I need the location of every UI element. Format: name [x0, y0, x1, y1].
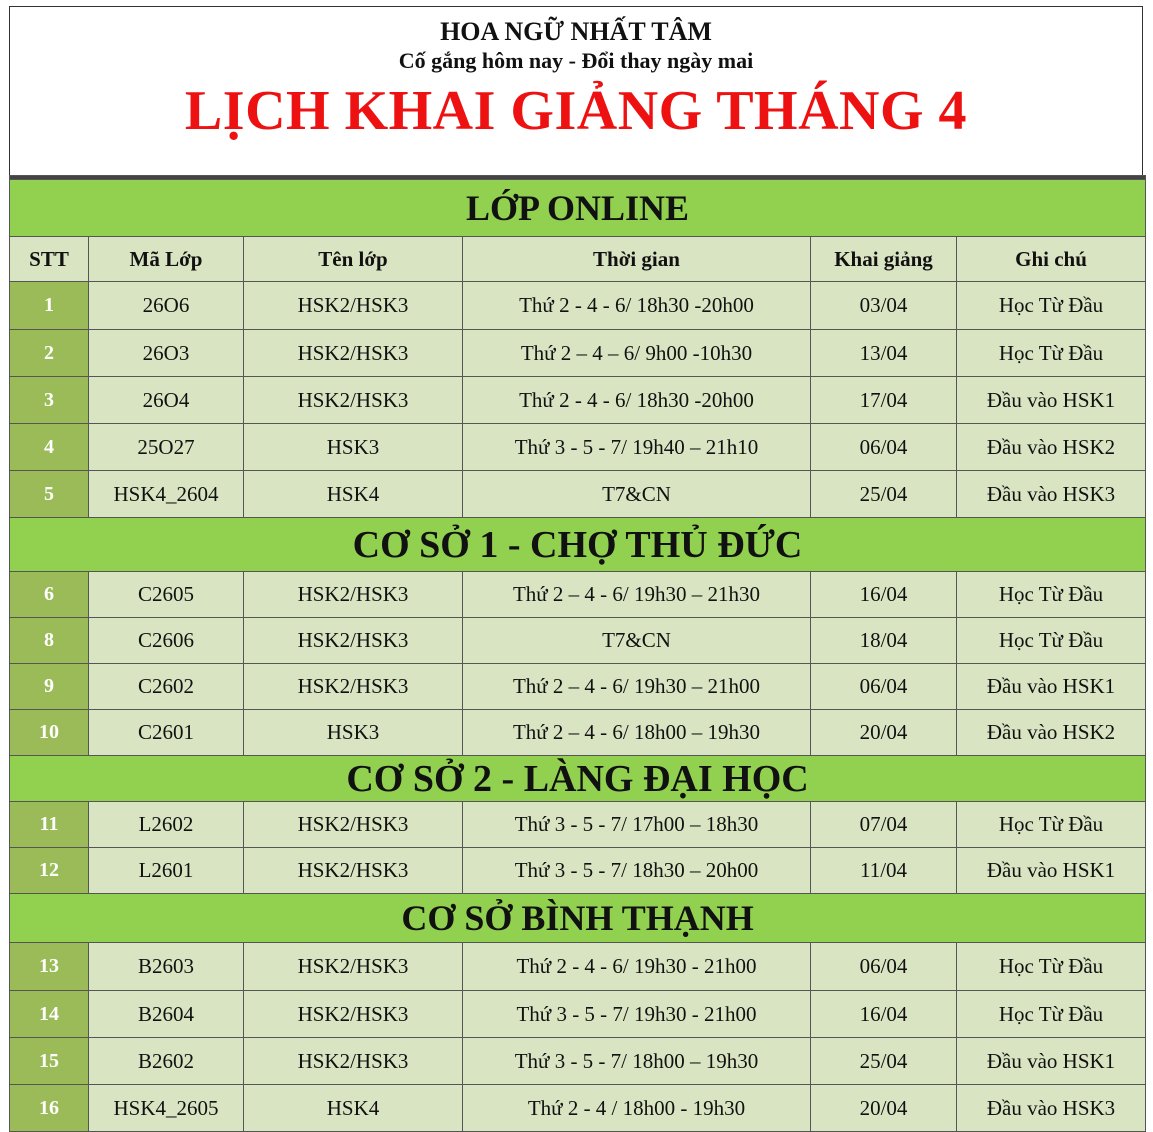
slogan: Cố gắng hôm nay - Đổi thay ngày mai: [398, 48, 754, 73]
time-cell: T7&CN: [463, 471, 811, 518]
time-cell: Thứ 2 - 4 - 6/ 18h30 -20h00: [463, 377, 811, 424]
start-date-cell: 16/04: [811, 572, 957, 618]
class-code-cell: HSK4_2605: [89, 1085, 244, 1132]
class-code-cell: C2605: [89, 572, 244, 618]
table-row: [10, 377, 1146, 424]
stt-cell: 8: [10, 618, 89, 664]
table-row: [10, 471, 1146, 518]
stt-cell: 4: [10, 424, 89, 471]
table-row: [10, 330, 1146, 377]
time-cell: Thứ 2 - 4 - 6/ 19h30 - 21h00: [463, 943, 811, 991]
time-cell: Thứ 3 - 5 - 7/ 19h40 – 21h10: [463, 424, 811, 471]
class-code-cell: 26O6: [89, 282, 244, 330]
table-row: [10, 424, 1146, 471]
header-stt: STT: [10, 237, 89, 282]
start-date-cell: 13/04: [811, 330, 957, 377]
note-cell: Đầu vào HSK1: [957, 664, 1146, 710]
note-cell: Học Từ Đầu: [957, 330, 1146, 377]
time-cell: Thứ 2 – 4 - 6/ 19h30 – 21h30: [463, 572, 811, 618]
document-header: [9, 6, 1143, 175]
start-date-cell: 25/04: [811, 1038, 957, 1085]
time-cell: Thứ 3 - 5 - 7/ 19h30 - 21h00: [463, 991, 811, 1038]
class-name-cell: HSK3: [244, 710, 463, 756]
time-cell: Thứ 2 – 4 – 6/ 9h00 -10h30: [463, 330, 811, 377]
class-name-cell: HSK2/HSK3: [244, 282, 463, 330]
start-date-cell: 11/04: [811, 848, 957, 894]
class-name-cell: HSK2/HSK3: [244, 377, 463, 424]
stt-cell: 3: [10, 377, 89, 424]
stt-cell: 9: [10, 664, 89, 710]
class-name-cell: HSK2/HSK3: [244, 943, 463, 991]
class-name-cell: HSK2/HSK3: [244, 572, 463, 618]
start-date-cell: 16/04: [811, 991, 957, 1038]
time-cell: Thứ 3 - 5 - 7/ 17h00 – 18h30: [463, 802, 811, 848]
stt-cell: 2: [10, 330, 89, 377]
schedule-body: [10, 176, 1146, 1132]
note-cell: Học Từ Đầu: [957, 991, 1146, 1038]
class-code-cell: 26O4: [89, 377, 244, 424]
time-cell: Thứ 3 - 5 - 7/ 18h00 – 19h30: [463, 1038, 811, 1085]
stt-cell: 14: [10, 991, 89, 1038]
start-date-cell: 17/04: [811, 377, 957, 424]
time-cell: Thứ 2 – 4 - 6/ 19h30 – 21h00: [463, 664, 811, 710]
column-header-row: [10, 237, 1146, 282]
start-date-cell: 25/04: [811, 471, 957, 518]
stt-cell: 6: [10, 572, 89, 618]
class-code-cell: B2603: [89, 943, 244, 991]
class-code-cell: 26O3: [89, 330, 244, 377]
start-date-cell: 07/04: [811, 802, 957, 848]
note-cell: Học Từ Đầu: [957, 943, 1146, 991]
class-code-cell: L2602: [89, 802, 244, 848]
start-date-cell: 06/04: [811, 664, 957, 710]
note-cell: Học Từ Đầu: [957, 282, 1146, 330]
class-code-cell: C2602: [89, 664, 244, 710]
stt-cell: 5: [10, 471, 89, 518]
time-cell: Thứ 2 – 4 - 6/ 18h00 – 19h30: [463, 710, 811, 756]
note-cell: Đầu vào HSK1: [957, 848, 1146, 894]
header-start-date: Khai giảng: [811, 237, 957, 282]
class-name-cell: HSK3: [244, 424, 463, 471]
note-cell: Đầu vào HSK2: [957, 424, 1146, 471]
time-cell: T7&CN: [463, 618, 811, 664]
section-title: CƠ SỞ 1 - CHỢ THỦ ĐỨC: [10, 518, 1146, 572]
header-class-code: Mã Lớp: [89, 237, 244, 282]
class-code-cell: B2602: [89, 1038, 244, 1085]
note-cell: Học Từ Đầu: [957, 618, 1146, 664]
class-name-cell: HSK2/HSK3: [244, 664, 463, 710]
header-class-name: Tên lớp: [244, 237, 463, 282]
table-row: [10, 1038, 1146, 1085]
table-row: [10, 664, 1146, 710]
note-cell: Đầu vào HSK2: [957, 710, 1146, 756]
class-code-cell: B2604: [89, 991, 244, 1038]
table-row: [10, 848, 1146, 894]
table-row: [10, 991, 1146, 1038]
header-note: Ghi chú: [957, 237, 1146, 282]
section-header-row: [10, 894, 1146, 943]
class-code-cell: 25O27: [89, 424, 244, 471]
organization-name: HOA NGỮ NHẤT TÂM: [440, 17, 712, 46]
class-code-cell: C2601: [89, 710, 244, 756]
class-name-cell: HSK2/HSK3: [244, 802, 463, 848]
note-cell: Đầu vào HSK3: [957, 1085, 1146, 1132]
start-date-cell: 06/04: [811, 943, 957, 991]
section-title: LỚP ONLINE: [10, 180, 1146, 237]
start-date-cell: 03/04: [811, 282, 957, 330]
class-name-cell: HSK2/HSK3: [244, 848, 463, 894]
class-name-cell: HSK4: [244, 1085, 463, 1132]
stt-cell: 13: [10, 943, 89, 991]
stt-cell: 15: [10, 1038, 89, 1085]
table-row: [10, 710, 1146, 756]
class-code-cell: C2606: [89, 618, 244, 664]
table-row: [10, 802, 1146, 848]
stt-cell: 12: [10, 848, 89, 894]
class-name-cell: HSK2/HSK3: [244, 330, 463, 377]
schedule-table: [9, 175, 1146, 1132]
note-cell: Đầu vào HSK1: [957, 377, 1146, 424]
note-cell: Đầu vào HSK3: [957, 471, 1146, 518]
stt-cell: 1: [10, 282, 89, 330]
class-name-cell: HSK2/HSK3: [244, 991, 463, 1038]
time-cell: Thứ 3 - 5 - 7/ 18h30 – 20h00: [463, 848, 811, 894]
schedule-title: LỊCH KHAI GIẢNG THÁNG 4: [184, 80, 968, 142]
stt-cell: 10: [10, 710, 89, 756]
class-code-cell: L2601: [89, 848, 244, 894]
start-date-cell: 20/04: [811, 1085, 957, 1132]
table-row: [10, 618, 1146, 664]
class-name-cell: HSK2/HSK3: [244, 1038, 463, 1085]
section-title: CƠ SỞ 2 - LÀNG ĐẠI HỌC: [10, 756, 1146, 802]
table-row: [10, 572, 1146, 618]
class-code-cell: HSK4_2604: [89, 471, 244, 518]
class-name-cell: HSK4: [244, 471, 463, 518]
table-row: [10, 282, 1146, 330]
start-date-cell: 20/04: [811, 710, 957, 756]
note-cell: Đầu vào HSK1: [957, 1038, 1146, 1085]
stt-cell: 11: [10, 802, 89, 848]
section-header-row: [10, 518, 1146, 572]
stt-cell: 16: [10, 1085, 89, 1132]
section-title: CƠ SỞ BÌNH THẠNH: [10, 894, 1146, 943]
header-time: Thời gian: [463, 237, 811, 282]
section-header-row: [10, 756, 1146, 802]
table-row: [10, 1085, 1146, 1132]
class-name-cell: HSK2/HSK3: [244, 618, 463, 664]
section-header-row: [10, 180, 1146, 237]
time-cell: Thứ 2 - 4 - 6/ 18h30 -20h00: [463, 282, 811, 330]
note-cell: Học Từ Đầu: [957, 572, 1146, 618]
start-date-cell: 18/04: [811, 618, 957, 664]
table-row: [10, 943, 1146, 991]
start-date-cell: 06/04: [811, 424, 957, 471]
note-cell: Học Từ Đầu: [957, 802, 1146, 848]
time-cell: Thứ 2 - 4 / 18h00 - 19h30: [463, 1085, 811, 1132]
